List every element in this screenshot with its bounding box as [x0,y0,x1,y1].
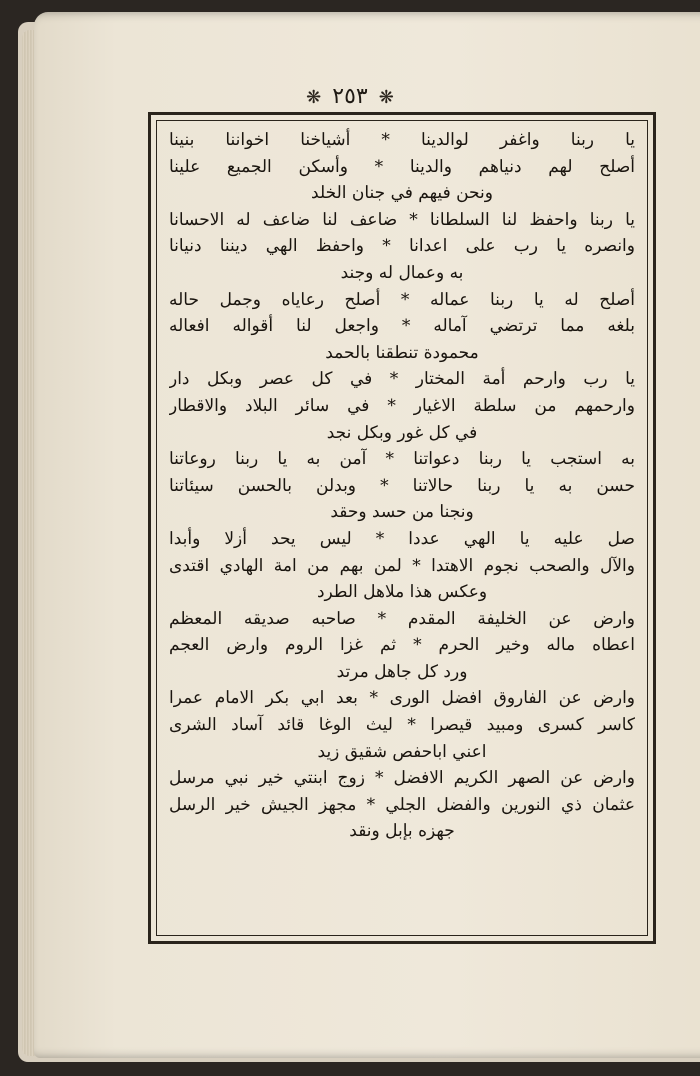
poem-line: اعني اباحفص شقيق زيد [317,741,487,762]
ornament-icon-left: ❋ [306,87,322,108]
ornament-icon-right: ❋ [378,87,394,108]
poem-line: صل عليه يا الهي عددا * ليس يحد أزلا وأبدا [169,528,635,549]
poem-line: يا ربنا واغفر لوالدينا * أشياخنا اخواننا بنينا [169,130,635,150]
poem-line: ورد كل جاهل مرتد [336,661,468,682]
poem-text [169,127,635,929]
poem-line: وارحمهم من سلطة الاغيار * في سائر البلاد والاقطار [169,395,635,416]
text-frame [148,112,656,944]
poem-line: ونجنا من حسد وحقد [330,502,474,523]
poem-line: به وعمال له وجند [340,262,464,283]
poem-line: وارض عن الصهر الكريم الافضل * زوج ابنتي خير نبي مرسل [169,768,635,789]
poem-line: وانصره يا رب على اعدانا * واحفظ الهي ديننا دنيانا [169,236,635,257]
poem-line: يا رب وارحم أمة المختار * في كل عصر وبكل دار [169,369,635,390]
poem-line: في كل غور وبكل نجد [326,422,478,443]
poem-line: أصلح له يا ربنا عماله * أصلح رعاياه وجمل حاله [169,289,635,310]
text-frame-inner-border [156,120,648,936]
poem-line: والآل والصحب نجوم الاهتدا * لمن بهم من امة الهادي اقتدى [169,555,635,576]
poem-line: وارض عن الخليفة المقدم * صاحبه صديقه المعظم [169,608,635,629]
poem-line: عثمان ذي النورين والفضل الجلي * مجهز الجيش خير الرسل [169,794,635,815]
poem-line: اعطاه ماله وخير الحرم * ثم غزا الروم وارض العجم [169,635,635,656]
poem-line: أصلح لهم دنياهم والدينا * وأسكن الجميع علينا [169,156,635,177]
poem-line: ونحن فيهم في جنان الخلد [311,183,493,204]
poem-line: بلغه مما ترتضي آماله * واجعل لنا أقواله افعاله [169,316,635,337]
page-number: ٢٥٣ [332,84,368,109]
page-header [0,84,700,109]
poem-line: يا ربنا واحفظ لنا السلطانا * ضاعف لنا ضاعف له الاحسانا [169,209,635,230]
poem-line: جهزه بإبل ونقد [349,821,455,842]
poem-line: وارض عن الفاروق افضل الورى * بعد ابي بكر الامام عمرا [169,688,635,709]
poem-line: كاسر كسرى ومبيد قيصرا * ليث الوغا قائد آساد الشرى [169,715,635,736]
poem-line: به استجب يا ربنا دعواتنا * آمن به يا ربنا روعاتنا [169,449,635,470]
poem-line: حسن به يا ربنا حالاتنا * وبدلن بالحسن سيئاتنا [169,475,635,496]
poem-line: محمودة تنطقنا بالحمد [325,342,479,363]
poem-line: وعكس هذا ملاهل الطرد [316,582,488,603]
